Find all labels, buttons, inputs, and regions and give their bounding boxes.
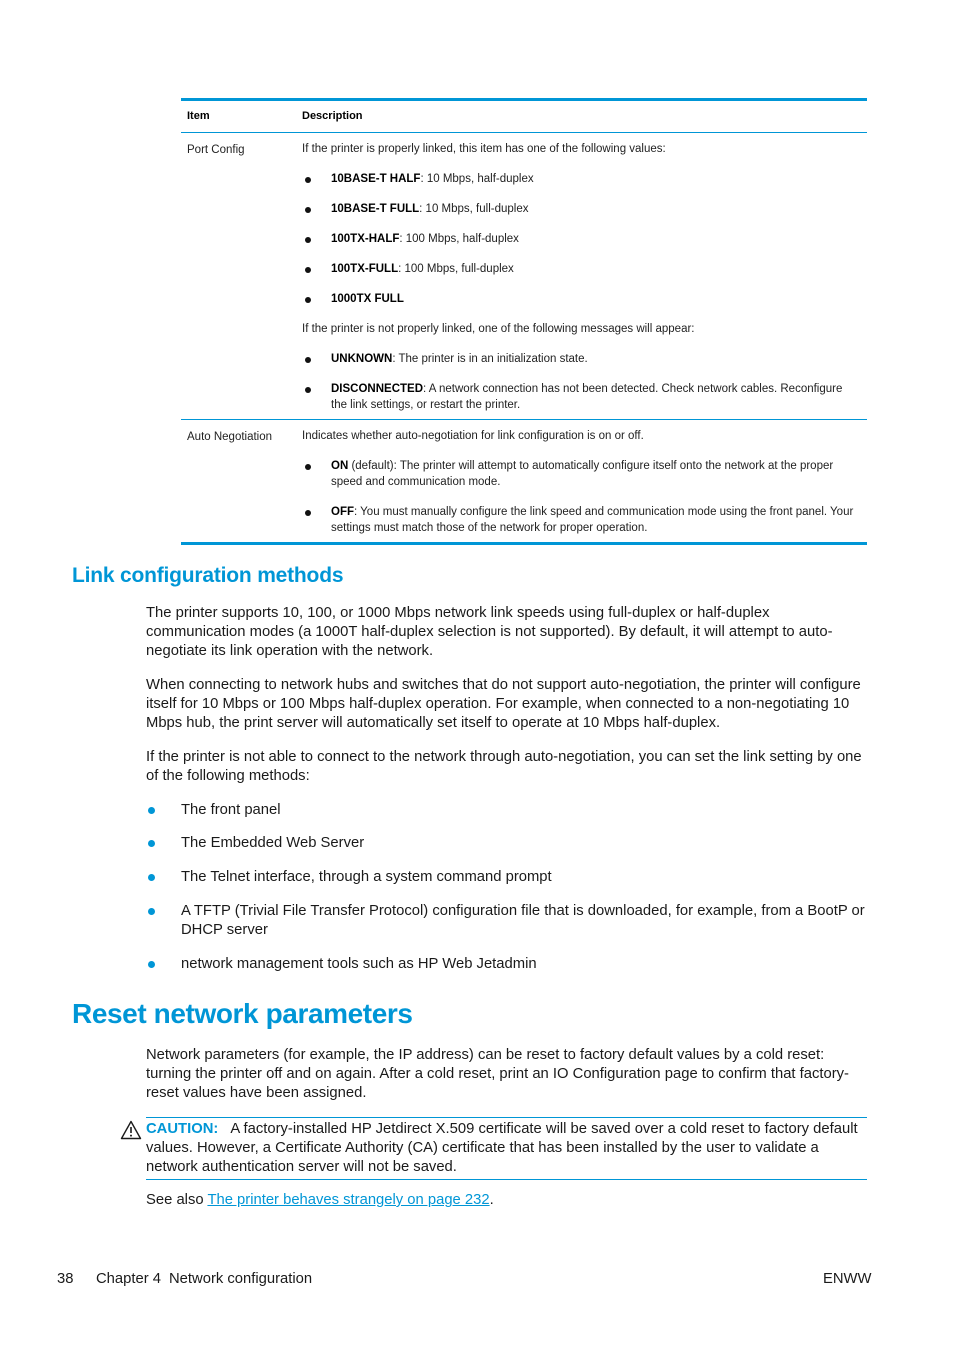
value-text: : 100 Mbps, full-duplex xyxy=(398,263,514,275)
value-text: : 10 Mbps, half-duplex xyxy=(420,173,534,185)
auto-negotiation-values xyxy=(302,458,857,536)
section-heading-link-config: Link configuration methods xyxy=(72,564,344,587)
warning-triangle-icon xyxy=(120,1120,142,1140)
item-port-config: Port Config xyxy=(187,144,245,156)
port-config-messages xyxy=(302,351,857,413)
bullet-dot-icon xyxy=(305,464,311,470)
caution-note xyxy=(146,1117,867,1180)
list-item xyxy=(146,868,868,887)
list-item xyxy=(146,955,868,974)
reset-paragraph: Network parameters (for example, the IP address) can be reset to factory default values by a cold reset: turning the printer off and on again. After a cold reset, print an IO Configuration page to confirm that factory-reset values have been assigned. xyxy=(146,1047,849,1101)
caution-text: A factory-installed HP Jetdirect X.509 certificate will be saved over a cold reset to factory default values. However, a Certificate Authority (CA) certificate that has been installed by the user to validate a network authentication server will not be saved. xyxy=(146,1121,858,1175)
see-also-link[interactable]: The printer behaves strangely on page 232 xyxy=(207,1192,490,1208)
bullet-dot-icon xyxy=(305,297,311,303)
bullet-dot-icon xyxy=(148,961,155,968)
header-description: Description xyxy=(302,110,363,122)
list-item xyxy=(302,291,857,307)
bullet-dot-icon xyxy=(305,237,311,243)
value-term: ON xyxy=(331,460,349,472)
value-term: 100TX-FULL xyxy=(331,263,399,275)
table-row xyxy=(181,133,867,420)
see-also xyxy=(146,1191,494,1210)
page-number: 38 xyxy=(57,1271,74,1287)
value-term: 1000TX FULL xyxy=(331,293,404,305)
link-config-paragraph-1: The printer supports 10, 100, or 1000 Mbps network link speeds using full-duplex or half-duplex communication modes (a 1000T half-duplex selection is not supported). By default, it will attempt to auto-negotiate its link operation with the network. xyxy=(146,605,833,659)
see-also-prefix: See also xyxy=(146,1192,208,1208)
bullet-dot-icon xyxy=(148,874,155,881)
description-port-config xyxy=(302,133,857,419)
value-term: 10BASE-T HALF xyxy=(331,173,421,185)
method-label: The front panel xyxy=(181,802,281,818)
bullet-dot-icon xyxy=(305,207,311,213)
port-config-intro2: If the printer is not properly linked, one of the following messages will appear: xyxy=(302,323,695,335)
port-config-intro: If the printer is properly linked, this item has one of the following values: xyxy=(302,143,666,155)
list-item xyxy=(302,504,857,536)
footer-enww: ENWW xyxy=(823,1271,872,1287)
caution-label: CAUTION: xyxy=(146,1121,219,1137)
bullet-dot-icon xyxy=(305,267,311,273)
port-config-values xyxy=(302,171,857,307)
link-config-paragraph-3: If the printer is not able to connect to the network through auto-negotiation, you can set the link setting by one of the following methods: xyxy=(146,749,862,784)
bullet-dot-icon xyxy=(148,807,155,814)
message-term: DISCONNECTED xyxy=(331,383,424,395)
list-item xyxy=(302,351,857,367)
description-auto-negotiation xyxy=(302,420,857,542)
value-text: : You must manually configure the link speed and communication mode using the front panel. Your settings must match those of the network for proper operation. xyxy=(331,506,854,534)
list-item xyxy=(302,171,857,187)
message-text: : A network connection has not been detected. Check network cables. Reconfigure the link settings, or restart the printer. xyxy=(331,383,843,411)
value-term: OFF xyxy=(331,506,354,518)
list-item xyxy=(302,381,857,413)
message-term: UNKNOWN xyxy=(331,353,393,365)
method-label: The Embedded Web Server xyxy=(181,835,365,851)
method-label: A TFTP (Trivial File Transfer Protocol) configuration file that is downloaded, for example, from a BootP or DHCP server xyxy=(181,903,865,938)
table-row xyxy=(181,420,867,542)
list-item xyxy=(146,801,868,820)
value-text: : 10 Mbps, full-duplex xyxy=(419,203,529,215)
section-heading-reset: Reset network parameters xyxy=(72,998,413,1029)
value-term: 100TX-HALF xyxy=(331,233,400,245)
list-item xyxy=(146,834,868,853)
value-text: : 100 Mbps, half-duplex xyxy=(399,233,519,245)
value-text: (default): The printer will attempt to automatically configure itself onto the network at the proper speed and communication mode. xyxy=(331,460,834,488)
auto-negotiation-intro: Indicates whether auto-negotiation for link configuration is on or off. xyxy=(302,430,644,442)
bullet-dot-icon xyxy=(305,177,311,183)
bullet-dot-icon xyxy=(148,908,155,915)
table-header xyxy=(181,101,867,133)
item-auto-negotiation: Auto Negotiation xyxy=(187,431,273,443)
list-item xyxy=(302,231,857,247)
message-text: : The printer is in an initialization state. xyxy=(392,353,588,365)
footer-chapter-title: Network configuration xyxy=(169,1271,313,1287)
spec-table xyxy=(181,98,867,545)
bullet-dot-icon xyxy=(305,387,311,393)
bullet-dot-icon xyxy=(148,840,155,847)
list-item xyxy=(302,261,857,277)
bullet-dot-icon xyxy=(305,357,311,363)
method-label: The Telnet interface, through a system command prompt xyxy=(181,869,552,885)
footer-chapter: Chapter 4 xyxy=(96,1271,161,1287)
bullet-dot-icon xyxy=(305,510,311,516)
see-also-suffix: . xyxy=(489,1192,494,1208)
link-config-paragraph-2: When connecting to network hubs and switches that do not support auto-negotiation, the printer will configure itself for 10 Mbps or 100 Mbps half-duplex operation. For example, when connected to a non-negotiating 10 Mbps hub, the print server will automatically set itself to operate at 10 Mbps half-duplex. xyxy=(146,677,861,731)
value-term: 10BASE-T FULL xyxy=(331,203,420,215)
header-item: Item xyxy=(187,110,210,122)
method-label: network management tools such as HP Web Jetadmin xyxy=(181,956,537,972)
list-item xyxy=(302,201,857,217)
list-item xyxy=(302,458,857,490)
list-item xyxy=(146,902,868,940)
